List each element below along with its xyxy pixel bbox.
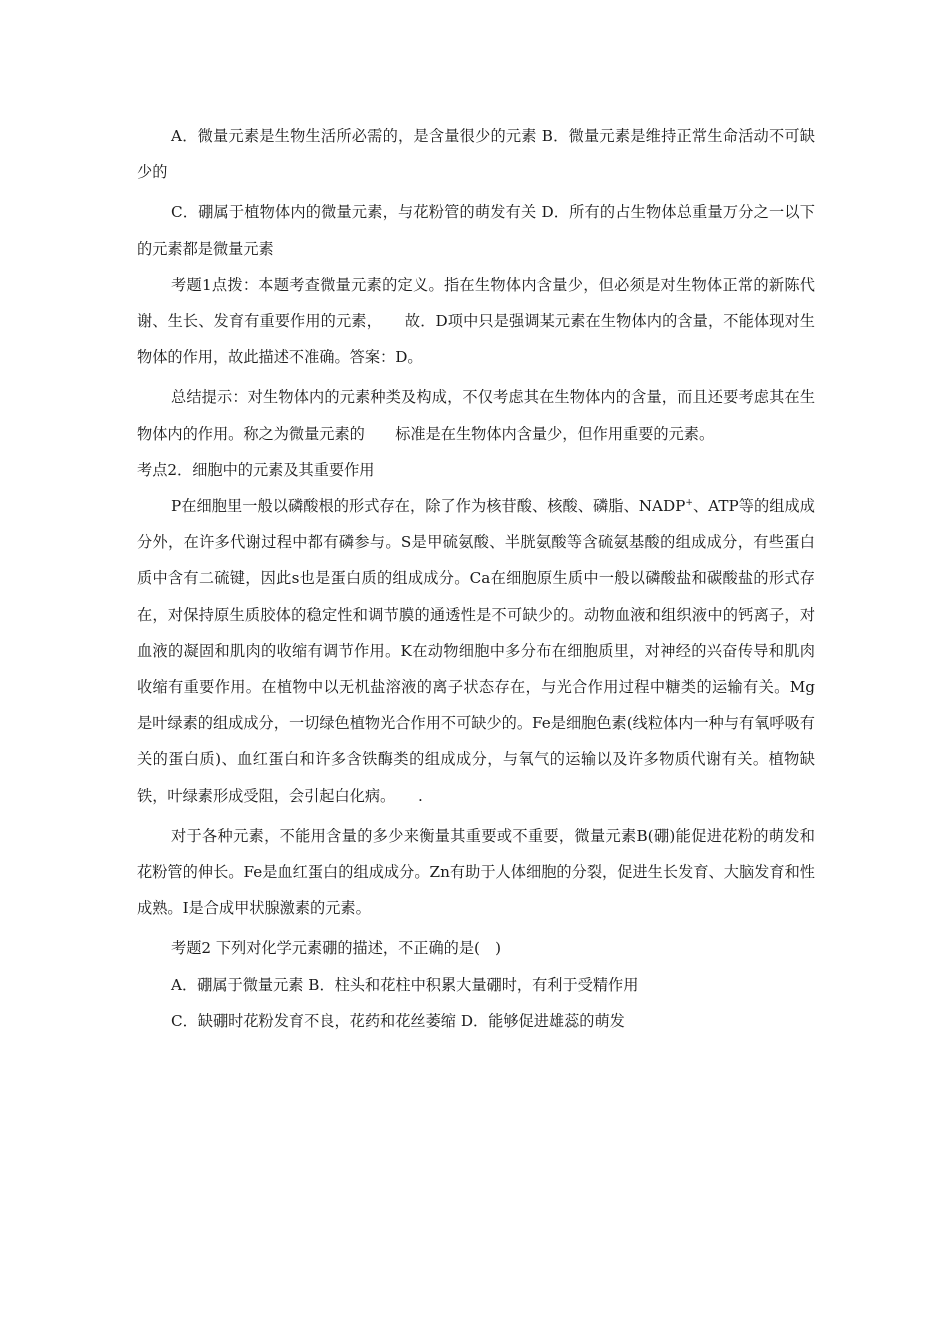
element-roles-text-rest: 、ATP等的组成成分外，在许多代谢过程中都有磷参与。S是甲硫氨酸、半胱氨酸等含硫氨基酸的组成成分，有些蛋白质中含有二硫键，因此s也是蛋白质的组成成分。Ca在细胞原生质中一般以磷酸盐和碳酸盐的形式存在，对保持原生质胶体的稳定性和调节膜的通透性是不可缺少的。动物血液和组织液中的钙离子，对血液的凝固和肌肉的收缩有调节作用。K在动物细胞中多分布在细胞质里，对神经的兴奋传导和肌肉收缩有重要作用。在植物中以无机盐溶液的离子状态存在，与光合作用过程中糖类的运输有关。Mg是叶绿素的组成成分，一切绿色植物光合作用不可缺少的。Fe是细胞色素(线粒体内一种与有氧呼吸有关的蛋白质)、血红蛋白和许多含铁酶类的组成成分，与氧气的运输以及许多物质代谢有关。植物缺铁，叶绿素形成受阻，会引起白化病。 . (137, 497, 815, 805)
summary-note: 总结提示：对生物体内的元素种类及构成，不仅考虑其在生物体内的含量，而且还要考虑其在生物体内的作用。称之为微量元素的 标准是在生物体内含量少，但作用重要的元素。 (137, 388, 815, 443)
question2-options-cd: C．缺硼时花粉发育不良，花药和花丝萎缩 D．能够促进雄蕊的萌发 (171, 1011, 625, 1030)
element-roles-text-start: P在细胞里一般以磷酸根的形式存在，除了作为核苷酸、核酸、磷脂、NADP (171, 497, 686, 516)
section2-heading: 考点2．细胞中的元素及其重要作用 (137, 460, 375, 479)
question1-options-cd: C．硼属于植物体内的微量元素，与花粉管的萌发有关 D．所有的占生物体总重量万分之一以下的元素都是微量元素 (137, 203, 815, 258)
question1-hint: 考题1点拨：本题考查微量元素的定义。指在生物体内含量少，但必须是对生物体正常的新陈代谢、生长、发育有重要作用的元素， 故．D项中只是强调某元素在生物体内的含量，不能体现对生物体的作用，故此描述不准确。答案：D。 (137, 275, 815, 367)
superscript-plus: + (685, 497, 693, 508)
question2-options-ab: A．硼属于微量元素 B．柱头和花柱中积累大量硼时，有利于受精作用 (171, 975, 639, 994)
importance-paragraph: 对于各种元素，不能用含量的多少来衡量其重要或不重要，微量元素B(硼)能促进花粉的萌发和花粉管的伸长。Fe是血红蛋白的组成成分。Zn有助于人体细胞的分裂，促进生长发育、大脑发育和性成熟。I是合成甲状腺激素的元素。 (137, 826, 815, 918)
document-body (137, 118, 815, 1039)
element-roles-paragraph (137, 488, 815, 814)
question2-stem: 考题2 下列对化学元素硼的描述，不正确的是( ) (171, 939, 502, 958)
question1-options-ab: A．微量元素是生物生活所必需的，是含量很少的元素 B．微量元素是维持正常生命活动不可缺少的 (137, 127, 815, 182)
